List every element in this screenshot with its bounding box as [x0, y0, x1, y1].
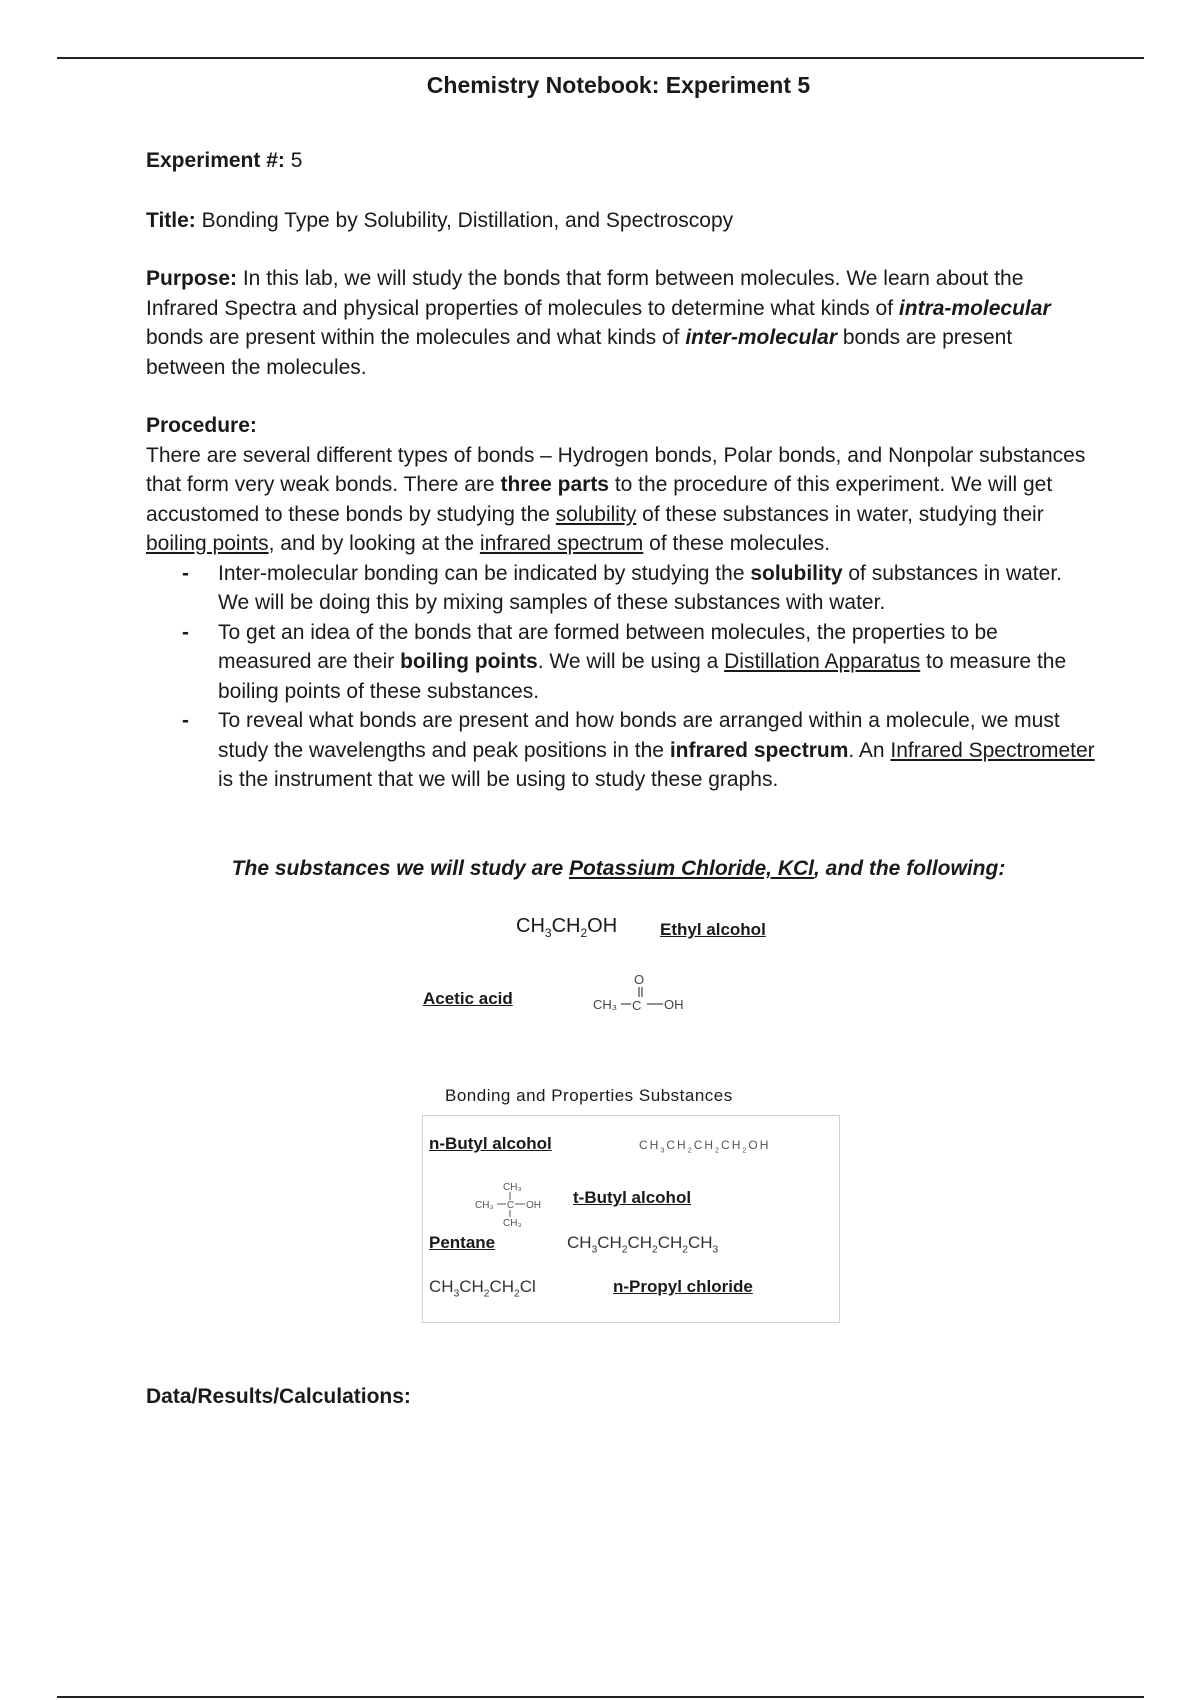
substances-underline: Potassium Chloride, KCl — [568, 857, 815, 880]
purpose-emphasis: intra-molecular — [898, 296, 1051, 320]
procedure-underline: solubility — [555, 502, 637, 526]
experiment-value: 5 — [284, 149, 303, 172]
formula-subscript: 2 — [682, 1244, 688, 1256]
page-title: Chemistry Notebook: Experiment 5 — [426, 72, 811, 98]
bullet-bold: solubility — [750, 561, 843, 585]
t-butyl-left-group: CH₃ — [475, 1200, 494, 1211]
procedure-text: , and by looking at the — [268, 532, 480, 555]
procedure-underline: infrared spectrum — [479, 532, 644, 555]
formula-part: Cl — [519, 1277, 536, 1296]
t-butyl-right-group: OH — [526, 1200, 541, 1211]
formula-subscript: 2 — [621, 1244, 628, 1256]
formula-part: CH — [551, 915, 581, 937]
procedure-text: to the procedure of this experiment. We will get accustomed to these bonds by studying the — [146, 473, 1053, 526]
formula-subscript: 2 — [514, 1288, 520, 1300]
figure-heading: Bonding and Properties Substances — [445, 1086, 733, 1105]
substances-intro — [0, 857, 1200, 881]
acetic-right-group: OH — [664, 997, 684, 1012]
propyl-chloride-formula — [429, 1277, 536, 1299]
ethanol-formula — [516, 915, 617, 940]
t-butyl-bottom-group: CH₃ — [503, 1218, 522, 1229]
bullet-text: to measure the boiling points of these substances. — [218, 650, 1067, 703]
purpose-paragraph — [146, 264, 1096, 382]
formula-part: CH — [567, 1233, 592, 1252]
procedure-intro — [146, 441, 1096, 559]
t-butyl-structure — [473, 1180, 553, 1230]
procedure-bullets — [146, 559, 1096, 795]
data-results-heading: Data/Results/Calculations: — [146, 1385, 411, 1408]
t-butyl-top-group: CH₃ — [503, 1182, 522, 1193]
procedure-section — [146, 411, 1096, 795]
formula-part: CH — [639, 1138, 661, 1152]
acetic-oxygen: O — [634, 973, 645, 987]
pentane-formula — [567, 1233, 718, 1255]
formula-part: CH — [721, 1138, 743, 1152]
title-label: Title: — [146, 209, 196, 232]
bullet-bold: boiling points — [400, 650, 538, 673]
bullet-text: of substances in water. We will be doing this by mixing samples of these substances with water. — [218, 561, 1062, 614]
bullet-underline: Distillation Apparatus — [724, 650, 921, 673]
t-butyl-carbon: C — [507, 1200, 515, 1211]
bullet-text: To reveal what bonds are present and how bonds are arranged within a molecule, we must study the wavelengths and peak positions in the — [218, 709, 1060, 762]
formula-part: CH — [429, 1277, 454, 1296]
n-butyl-formula — [639, 1138, 770, 1154]
acetic-acid-structure — [590, 973, 705, 1017]
title-value: Bonding Type by Solubility, Distillation, and Spectroscopy — [195, 209, 734, 232]
bullet-item-solubility — [146, 559, 1096, 618]
formula-subscript: 2 — [742, 1145, 749, 1155]
substances-figure — [420, 900, 840, 1325]
bullet-underline: Infrared Spectrometer — [890, 738, 1095, 762]
propyl-chloride-name: n-Propyl chloride — [613, 1277, 753, 1296]
formula-subscript: 3 — [591, 1244, 598, 1256]
procedure-underline: boiling points — [146, 532, 269, 555]
formula-subscript: 2 — [715, 1145, 722, 1155]
formula-part: CH — [516, 915, 545, 937]
experiment-number — [146, 146, 1096, 176]
substances-text: , and the following: — [814, 857, 1006, 880]
purpose-emphasis: inter-molecular — [685, 326, 838, 349]
procedure-bold: three parts — [500, 473, 609, 496]
formula-subscript: 3 — [544, 926, 552, 940]
experiment-label: Experiment #: — [146, 149, 285, 172]
bullet-text: . An — [848, 738, 891, 762]
procedure-text: There are several different types of bonds – Hydrogen bonds, Polar bonds, and Nonpolar substances that form very weak bonds. There are — [146, 443, 1086, 496]
formula-part: CH — [666, 1138, 688, 1152]
acetic-left-group: CH₃ — [593, 997, 618, 1012]
procedure-text: of these substances in water, studying their — [636, 502, 1044, 526]
formula-subscript: 2 — [580, 926, 588, 940]
formula-subscript: 3 — [453, 1288, 460, 1300]
formula-part: CH — [489, 1277, 515, 1296]
formula-part: CH — [687, 1233, 713, 1252]
bullet-item-infrared — [146, 706, 1096, 795]
formula-part: CH — [693, 1138, 716, 1152]
formula-subscript: 3 — [660, 1145, 667, 1155]
bullet-text: Inter-molecular bonding can be indicated by studying the — [218, 561, 751, 585]
purpose-text: In this lab, we will study the bonds that form between molecules. We learn about the Infrared Spectra and physical properties of molecules to determine what kinds of — [146, 267, 1024, 320]
formula-subscript: 2 — [687, 1145, 694, 1155]
bullet-text: . We will be using a — [537, 650, 725, 673]
acetic-carbon: C — [632, 998, 642, 1013]
bullet-bold: infrared spectrum — [669, 738, 849, 762]
formula-part: CH — [597, 1233, 622, 1252]
acetic-acid-name: Acetic acid — [423, 989, 513, 1008]
experiment-title — [146, 206, 1096, 236]
formula-part: CH — [459, 1277, 484, 1296]
ethanol-name: Ethyl alcohol — [660, 920, 766, 939]
purpose-label: Purpose: — [146, 267, 238, 290]
procedure-label: Procedure: — [146, 414, 257, 437]
n-butyl-name: n-Butyl alcohol — [429, 1134, 552, 1153]
pentane-name: Pentane — [429, 1233, 496, 1252]
bullet-text: To get an idea of the bonds that are formed between molecules, the properties to be measured are their — [218, 620, 998, 673]
bullet-item-boiling — [146, 618, 1096, 707]
t-butyl-name: t-Butyl alcohol — [573, 1188, 692, 1207]
top-rule — [57, 57, 1144, 59]
bullet-text: is the instrument that we will be using to study these graphs. — [218, 768, 779, 791]
formula-part: CH — [657, 1233, 683, 1252]
formula-subscript: 2 — [483, 1288, 490, 1300]
formula-subscript: 3 — [712, 1244, 719, 1256]
bottom-rule — [57, 1696, 1144, 1698]
formula-subscript: 2 — [652, 1244, 658, 1256]
purpose-text: bonds are present within the molecules and what kinds of — [146, 326, 686, 349]
procedure-text: of these molecules. — [643, 532, 831, 555]
purpose-text: bonds are present between the molecules. — [146, 326, 1013, 379]
substances-text: The substances we will study are — [231, 857, 569, 880]
formula-part: OH — [587, 915, 618, 937]
properties-box — [422, 1115, 840, 1323]
formula-part: OH — [748, 1138, 771, 1152]
formula-part: CH — [627, 1233, 653, 1252]
